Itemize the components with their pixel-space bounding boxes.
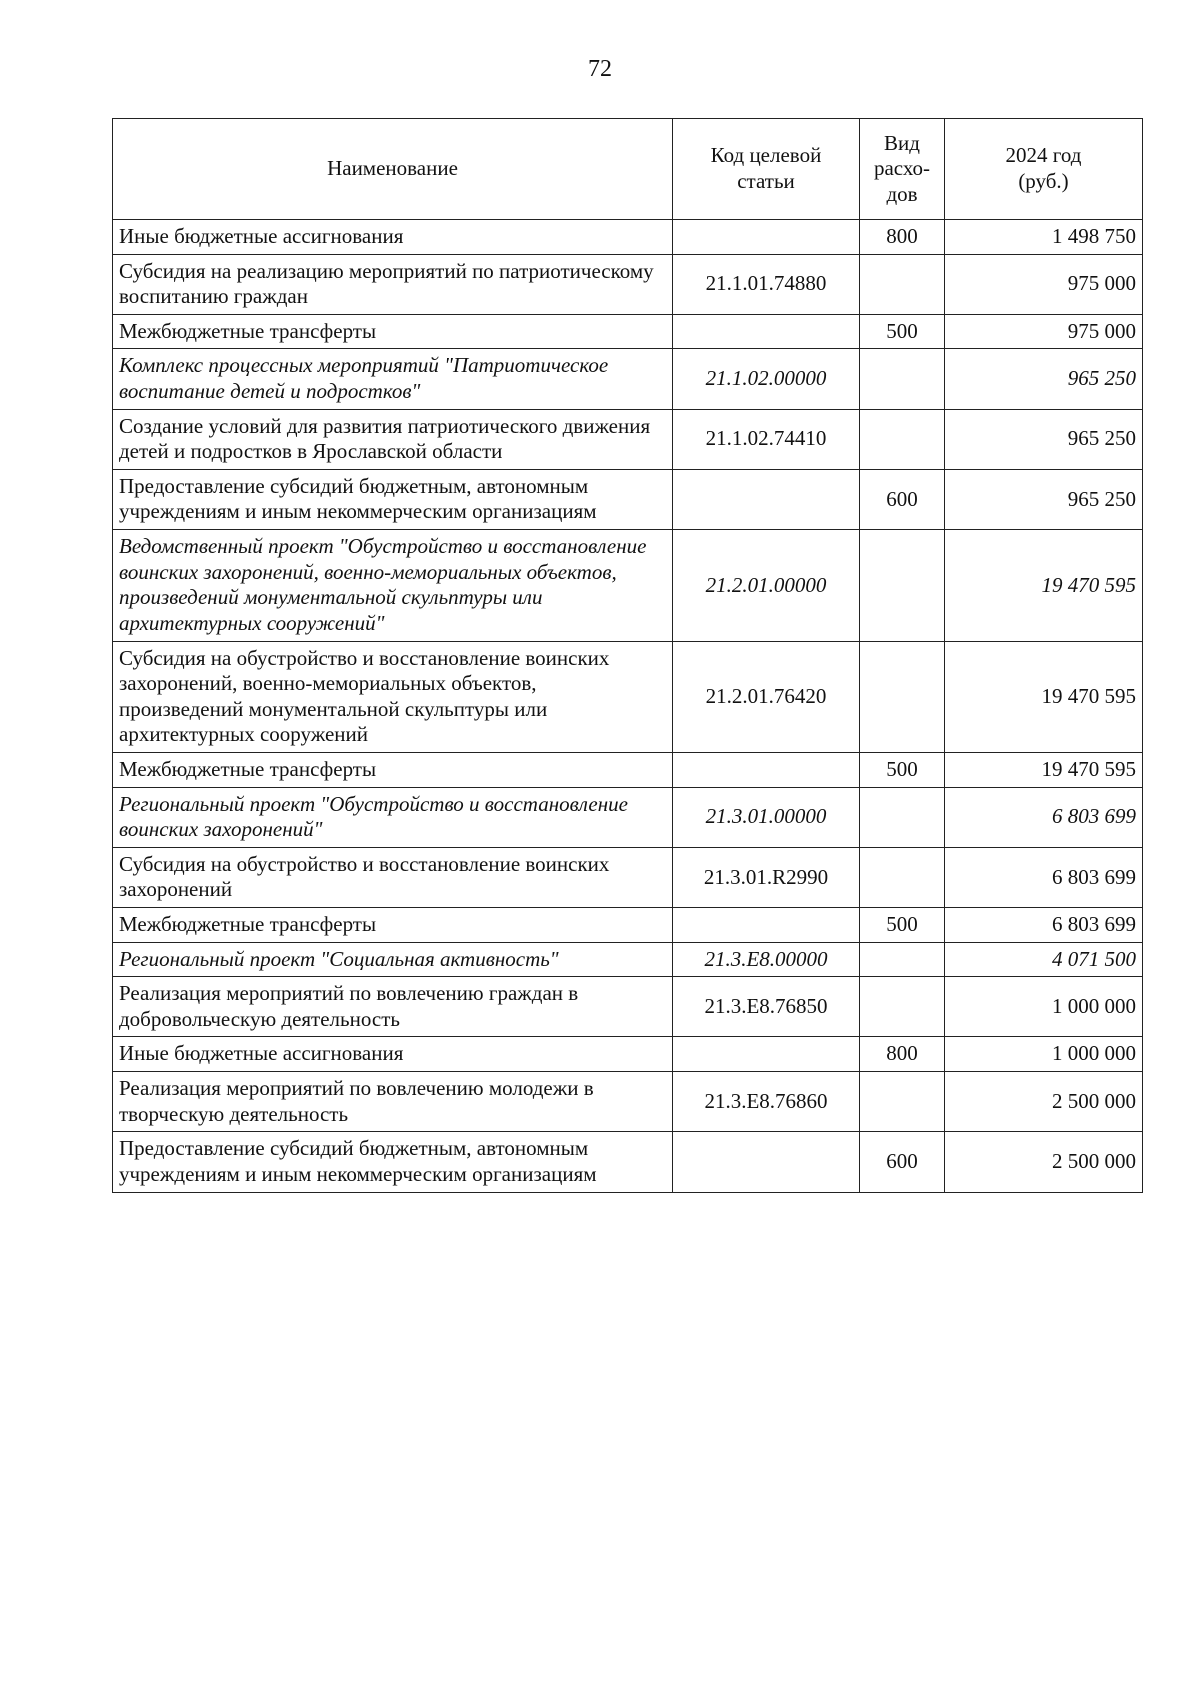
cell-sum: 965 250 — [945, 469, 1143, 529]
cell-type — [860, 787, 945, 847]
table-row — [113, 1037, 1143, 1072]
table-row — [113, 977, 1143, 1037]
header-type: Вид расхо-дов — [860, 119, 945, 220]
cell-name: Комплекс процессных мероприятий "Патриотическое воспитание детей и подростков" — [113, 349, 673, 409]
table-row — [113, 641, 1143, 752]
cell-code — [673, 314, 860, 349]
table-row — [113, 787, 1143, 847]
cell-code: 21.3.E8.76850 — [673, 977, 860, 1037]
cell-code — [673, 1132, 860, 1192]
table-header-row — [113, 119, 1143, 220]
table-body — [113, 220, 1143, 1193]
cell-code — [673, 908, 860, 943]
cell-type — [860, 349, 945, 409]
cell-sum: 6 803 699 — [945, 908, 1143, 943]
table-row — [113, 469, 1143, 529]
cell-type — [860, 1072, 945, 1132]
cell-name: Ведомственный проект "Обустройство и восстановление воинских захоронений, военно-мемориальных объектов, произведений монументальной скульптуры или архитектурных сооружений" — [113, 530, 673, 641]
table-row — [113, 409, 1143, 469]
cell-name: Реализация мероприятий по вовлечению молодежи в творческую деятельность — [113, 1072, 673, 1132]
cell-sum: 965 250 — [945, 349, 1143, 409]
cell-code: 21.2.01.00000 — [673, 530, 860, 641]
cell-type: 600 — [860, 469, 945, 529]
cell-name: Региональный проект "Социальная активность" — [113, 942, 673, 977]
cell-type: 800 — [860, 1037, 945, 1072]
cell-code: 21.3.E8.00000 — [673, 942, 860, 977]
cell-sum: 19 470 595 — [945, 641, 1143, 752]
cell-name: Межбюджетные трансферты — [113, 314, 673, 349]
cell-type — [860, 409, 945, 469]
cell-name: Предоставление субсидий бюджетным, автономным учреждениям и иным некоммерческим организациям — [113, 469, 673, 529]
header-name: Наименование — [113, 119, 673, 220]
cell-type: 800 — [860, 220, 945, 255]
table-row — [113, 349, 1143, 409]
table-row — [113, 1132, 1143, 1192]
cell-name: Иные бюджетные ассигнования — [113, 1037, 673, 1072]
cell-name: Субсидия на реализацию мероприятий по патриотическому воспитанию граждан — [113, 254, 673, 314]
cell-type: 500 — [860, 908, 945, 943]
cell-code: 21.3.01.R2990 — [673, 847, 860, 907]
cell-name: Предоставление субсидий бюджетным, автономным учреждениям и иным некоммерческим организациям — [113, 1132, 673, 1192]
cell-name: Реализация мероприятий по вовлечению граждан в добровольческую деятельность — [113, 977, 673, 1037]
cell-name: Межбюджетные трансферты — [113, 752, 673, 787]
cell-code — [673, 1037, 860, 1072]
table-row — [113, 752, 1143, 787]
table-row — [113, 314, 1143, 349]
table-row — [113, 847, 1143, 907]
cell-sum: 19 470 595 — [945, 752, 1143, 787]
cell-type: 500 — [860, 314, 945, 349]
table-row — [113, 220, 1143, 255]
cell-sum: 1 498 750 — [945, 220, 1143, 255]
table-row — [113, 942, 1143, 977]
table-row — [113, 908, 1143, 943]
cell-type — [860, 847, 945, 907]
cell-type — [860, 977, 945, 1037]
cell-name: Создание условий для развития патриотического движения детей и подростков в Ярославской области — [113, 409, 673, 469]
cell-name: Иные бюджетные ассигнования — [113, 220, 673, 255]
cell-sum: 2 500 000 — [945, 1072, 1143, 1132]
page-number: 72 — [588, 56, 612, 82]
cell-type — [860, 641, 945, 752]
cell-type — [860, 942, 945, 977]
cell-type — [860, 254, 945, 314]
cell-sum: 1 000 000 — [945, 1037, 1143, 1072]
cell-code: 21.2.01.76420 — [673, 641, 860, 752]
cell-code: 21.1.01.74880 — [673, 254, 860, 314]
cell-type — [860, 530, 945, 641]
cell-code: 21.3.E8.76860 — [673, 1072, 860, 1132]
header-sum: 2024 год (руб.) — [945, 119, 1143, 220]
cell-name: Субсидия на обустройство и восстановление воинских захоронений, военно-мемориальных объектов, произведений монументальной скульптуры или архитектурных сооружений — [113, 641, 673, 752]
cell-code: 21.1.02.00000 — [673, 349, 860, 409]
table-row — [113, 254, 1143, 314]
cell-name: Межбюджетные трансферты — [113, 908, 673, 943]
header-code: Код целевой статьи — [673, 119, 860, 220]
cell-code: 21.1.02.74410 — [673, 409, 860, 469]
table-row — [113, 530, 1143, 641]
cell-sum: 4 071 500 — [945, 942, 1143, 977]
cell-sum: 965 250 — [945, 409, 1143, 469]
cell-sum: 19 470 595 — [945, 530, 1143, 641]
cell-name: Региональный проект "Обустройство и восстановление воинских захоронений" — [113, 787, 673, 847]
cell-name: Субсидия на обустройство и восстановление воинских захоронений — [113, 847, 673, 907]
cell-sum: 975 000 — [945, 254, 1143, 314]
cell-sum: 6 803 699 — [945, 787, 1143, 847]
cell-type: 500 — [860, 752, 945, 787]
cell-type: 600 — [860, 1132, 945, 1192]
cell-sum: 6 803 699 — [945, 847, 1143, 907]
cell-code — [673, 752, 860, 787]
budget-table — [112, 118, 1143, 1193]
cell-code: 21.3.01.00000 — [673, 787, 860, 847]
cell-code — [673, 469, 860, 529]
cell-sum: 975 000 — [945, 314, 1143, 349]
cell-code — [673, 220, 860, 255]
cell-sum: 2 500 000 — [945, 1132, 1143, 1192]
cell-sum: 1 000 000 — [945, 977, 1143, 1037]
table-row — [113, 1072, 1143, 1132]
